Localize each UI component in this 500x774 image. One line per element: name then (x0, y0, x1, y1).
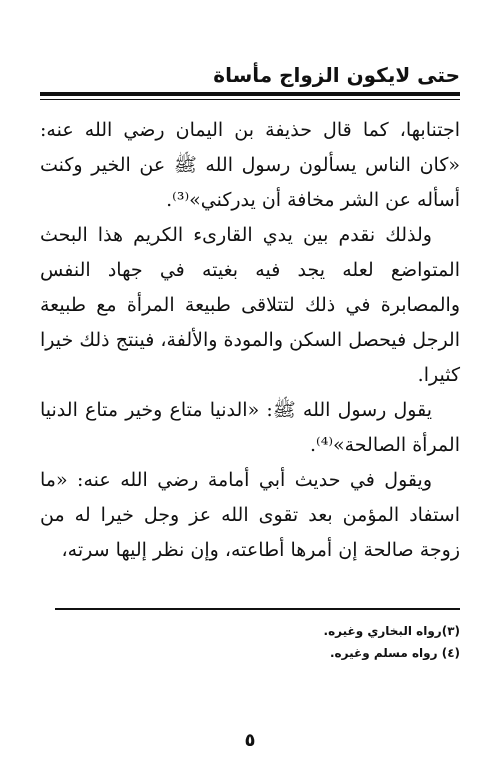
paragraph: ولذلك نقدم بين يدي القارىء الكريم هذا البحث المتواضع لعله يجد فيه بغيته في جهاد النفس والمصابرة في ذلك لتتلاقى طبيعة المرأة مع طبيعة الرجل فيحصل السكن والمودة والألفة، فينتج ذلك خيرا كثيرا. (40, 224, 460, 386)
paragraph: اجتنابها، كما قال حذيفة بن اليمان رضي الله عنه: «كان الناس يسألون رسول الله ﷺ عن الخير وكنت أسأله عن الشر مخافة أن يدركني»⁽³⁾. (40, 119, 460, 211)
footnote-separator (55, 608, 460, 610)
footnotes (40, 620, 460, 664)
footnote: (٤) رواه مسلم وغيره. (329, 646, 460, 660)
page-number: ٥ (244, 730, 256, 751)
header-rule-thin (40, 99, 460, 100)
paragraph: ويقول في حديث أبي أمامة رضي الله عنه: «ما استفاد المؤمن بعد تقوى الله عز وجل خيرا له من زوجة صالحة إن أمرها أطاعته، وإن نظر إليها سرته، (40, 469, 460, 561)
body-text (40, 113, 460, 568)
header-rule-thick (40, 92, 460, 96)
running-header: حتى لايكون الزواج مأساة (213, 63, 460, 87)
footnote: (٣)رواه البخاري وغيره. (323, 624, 460, 638)
paragraph: يقول رسول الله ﷺ: «الدنيا متاع وخير متاع الدنيا المرأة الصالحة»⁽⁴⁾. (40, 399, 460, 456)
